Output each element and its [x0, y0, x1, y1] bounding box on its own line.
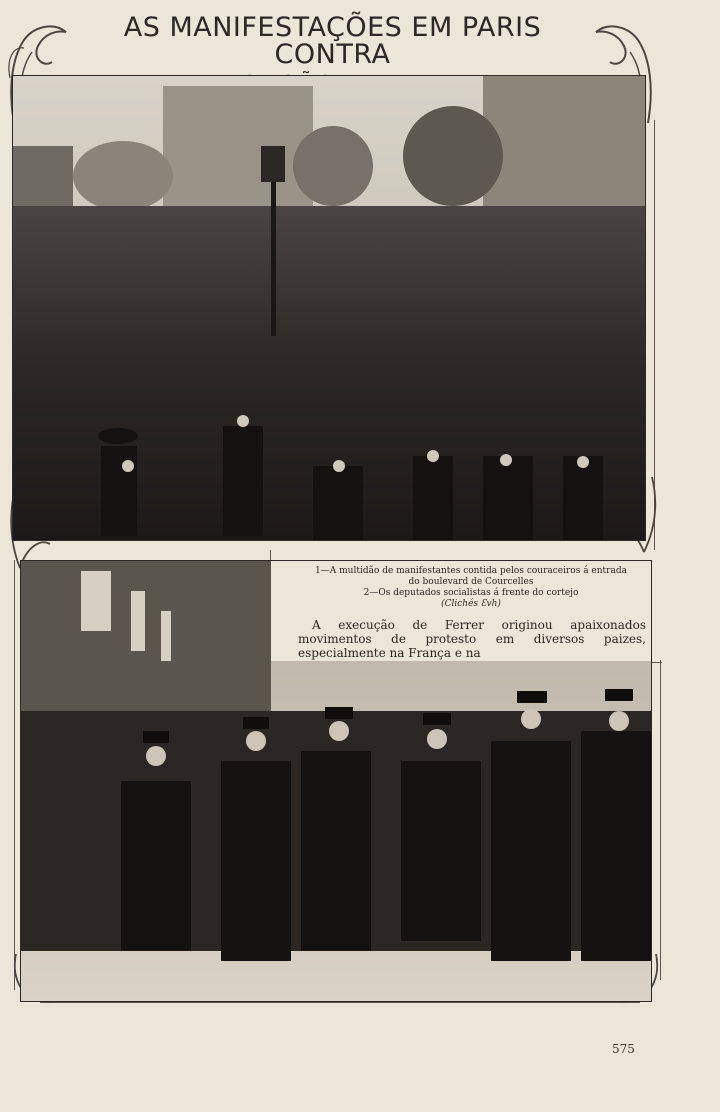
caption-line-3: 2—Os deputados socialistas á frente do cortejo: [363, 588, 579, 598]
page-number: 575: [612, 1042, 635, 1056]
frame-right-lower: [660, 660, 661, 980]
caption-line-1: 1—A multidão de manifestantes contida pelos couraceiros á entrada: [315, 566, 627, 576]
caption-credit: (Clichés Ɛvh): [441, 599, 501, 609]
article-body-paragraph: A execução de Ferrer originou apaixonados movimentos de protesto em diversos paizes, especialmente na França e na: [298, 618, 646, 660]
photo-captions: [300, 566, 642, 610]
photo-crowd-boulevard: [12, 75, 646, 541]
title-line-1: AS MANIFESTAÇÕES EM PARIS CONTRA: [123, 12, 542, 70]
frame-left-lower: [14, 560, 15, 990]
caption-line-2: do boulevard de Courcelles: [408, 577, 534, 587]
frame-bottom: [40, 1002, 640, 1003]
